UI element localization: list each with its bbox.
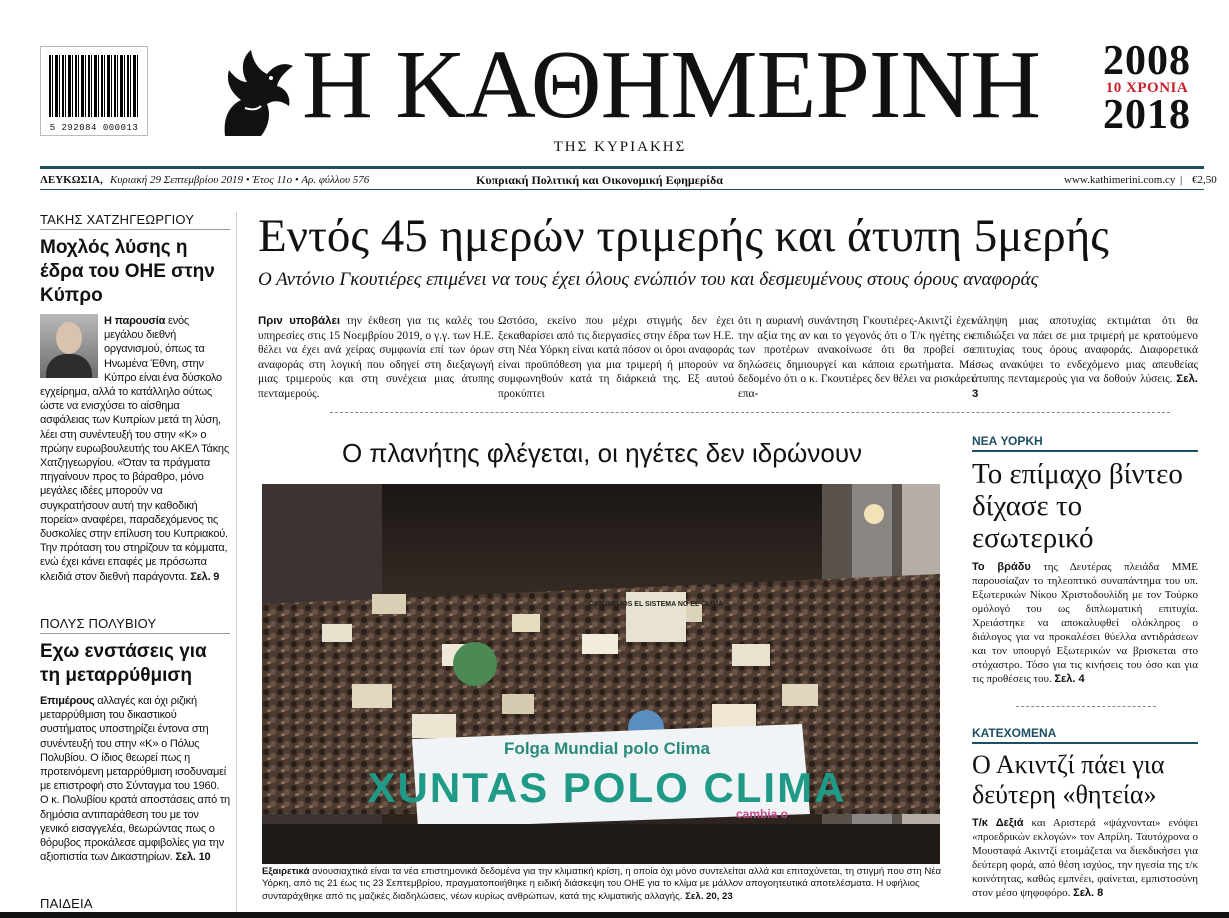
main-column-1-text: την έκθεση για τις καλές του υπηρεσίες στις 15 Νοεμβρίου 2019, ο γ.γ. των Η.Ε. θέλει να έχει ανά χείρας συμφωνία επί των όρων αναφοράς στη λογική που οδηγεί στη διεξαγωγή μιας τριμερούς και στη συνέχεια μιας άτυπης πενταμερούς. — [258, 315, 494, 400]
page-ref[interactable]: Σελ. 9 — [190, 570, 220, 583]
price: €2,50 — [1192, 174, 1217, 186]
story-text: ενός μεγάλου διεθνή οργανισμού, όπως τα Ηνωμένα Έθνη, στην Κύπρο είναι ένα δύσκολο εγχείρημα, αλλά το κατάλληλο ούτως ώστε να ενισχύσει το αίσθημα ασφάλειας των Κυπρίων μετά τη λύση, λέει στη συνέντευξή του στην «Κ» ο πρώην ευρωβουλευτής του ΑΚΕΛ Τάκης Χατζηγεωργίου. «Όταν τα πράγματα πηγαίνουν προς το βάραθρο, μόνο μεγάλες ιδέες μπορούν να συγκρατήσουν αυτή την καθοδική πορεία» αναφέρει, παραδεχόμενος τις δυσκολίες στην επίλυση του Κυπριακού. Την πρόταση του στηρίζουν τα κόμματα, ενώ έχει κάνει επαφές με πρόσωπα κλειδιά στον διεθνή παράγοντα. — [40, 315, 229, 583]
page-ref[interactable]: Σελ. 10 — [175, 851, 211, 864]
story-body — [40, 694, 230, 864]
banner-tag: cambia o — [735, 807, 789, 821]
right-story-2 — [972, 726, 1198, 900]
story-text: και Αριστερά «ψάχνονται» ενόψει «προεδρικών εκλογών» τον Απρίλη. Ταυτόχρονα ο Μουσταφά Ακιντζί ετοιμάζεται να διεκδικήσει για δεύτερη φορά, από θέση ισχύος, την ηγεσία της τ/κ κοινότητας, καθώς εμπνέει, φαίνεται, εμπιστοσύνη στον μέσο ψηφοφόρο. — [972, 817, 1199, 899]
page-bottom-edge — [0, 912, 1229, 918]
left-story-3 — [40, 896, 230, 913]
story-headline[interactable]: Ο Ακιντζί πάει για δεύτερη «θητεία» — [972, 750, 1165, 809]
climate-march-photo[interactable] — [262, 484, 940, 864]
main-subhead: Ο Αντόνιο Γκουτιέρες επιμένει να τους έχει όλους ενώπιόν του και δεσμευμένους στους όρους αναφοράς — [258, 269, 1039, 290]
story-kicker: ΝΕΑ ΥΟΡΚΗ — [972, 434, 1198, 452]
section-divider — [330, 412, 1170, 413]
page-ref[interactable]: Σελ. 8 — [1073, 887, 1104, 899]
anniversary-label: 10 ΧΡΟΝΙΑ — [1105, 80, 1189, 96]
story-headline[interactable]: Μοχλός λύσης η έδρα του ΟΗΕ στην Κύπρο — [40, 237, 215, 306]
page-ref[interactable]: Σελ. 3 — [972, 373, 1198, 400]
placard-text: CAMBIEMOS EL SISTEMA NO EL CLIMA — [588, 601, 724, 608]
barcode — [40, 46, 148, 136]
photo-headline[interactable]: Ο πλανήτης φλέγεται, οι ηγέτες δεν ιδρώνουν — [341, 438, 863, 468]
photo-caption — [262, 866, 942, 903]
story-body — [972, 560, 1198, 686]
anniversary-badge — [1090, 38, 1204, 138]
story-body — [972, 816, 1198, 900]
story-lead: Επιμέρους — [40, 695, 95, 707]
caption-lead: Εξαιρετικά — [262, 866, 310, 877]
banner-line-1: Folga Mundial polo Clima — [504, 739, 710, 758]
story-headline[interactable]: Το επίμαχο βίντεο δίχασε το εσωτερικό — [972, 458, 1183, 554]
story-lead: Το βράδυ — [972, 561, 1031, 573]
author-portrait — [40, 314, 98, 378]
price-separator: | — [1180, 174, 1183, 186]
masthead-subtitle: ΤΗΣ ΚΥΡΙΑΚΗΣ — [553, 139, 687, 155]
anniversary-end: 2018 — [1103, 92, 1191, 138]
main-column-4-text: νάληψη μιας αποτυχίας εκτιμάται ότι θα επιδιώξει να πάει σε μια τριμερή με κρατούμενο επιτυχίας τους όρους αναφοράς. Διαφορετικά ίσως ανακύψει το ενδεχόμενο μιας απευθείας άτυπης πενταμερούς για να δοθούν λύσεις. — [972, 315, 1198, 386]
website-link[interactable]: www.kathimerini.com.cy — [1064, 174, 1176, 186]
left-story-1 — [40, 212, 230, 584]
barcode-number: 5 292084 000013 — [49, 123, 139, 133]
story-author: ΠΟΛΥΣ ΠΟΛΥΒΙΟΥ — [40, 616, 230, 634]
anniversary-start: 2008 — [1103, 38, 1191, 84]
page-ref[interactable]: Σελ. 20, 23 — [685, 890, 733, 902]
left-story-2 — [40, 616, 230, 864]
main-column-1 — [258, 314, 494, 402]
barcode-bars — [49, 55, 139, 117]
placard — [626, 592, 686, 642]
caption-text: ανουσιαχτικά είναι τα νέα επιστημονικά δεδομένα για την κλιματική κρίση, η οποία όχι μόνο συντελείται αλλά και επιταχύνεται, τη στιγμή που στη Νέα Υόρκη, από τις 21 έως τις 23 Σεπτεμβρίου, πραγματοποιήθηκε η ειδική διάσκεψη του ΟΗΕ για το κλίμα με μάλλον απογοητευτικά αποτελέσματα. Η υφήλιος συνταράχθηκε από τις μαζικές διαδηλώσεις, νέων κυρίως ανθρώπων, κατά της κλιματικής αλλαγής. — [262, 866, 942, 902]
main-headline[interactable]: Εντός 45 ημερών τριμερής και άτυπη 5μερής — [258, 210, 1109, 262]
story-text: αλλαγές και όχι ριζική μεταρρύθμιση του δικαστικού συστήματος υποστηρίζει έντονα στη συνέντευξή του στην «Κ» ο Πόλυς Πολυβίου. Ο ίδιος θεωρεί πως η προτεινόμενη μεταρρύθμιση ισοδυναμεί με επιστροφή στο Σύνταγμα του 1960. Ο κ. Πολυβίου κρατά αποστάσεις από τη δημόσια αντιπαράθεση του με τον γενικό εισαγγελέα, θεωρώντας πως ο θόρυβος προκάλεσε αμφιβολίες για την αξιοπιστία των Δικαστηρίων. — [40, 695, 230, 864]
main-column-4 — [972, 314, 1198, 402]
story-kicker: ΚΑΤΕΧΟΜΕΝΑ — [972, 726, 1198, 744]
main-column-3 — [738, 314, 974, 402]
main-lead: Πριν υποβάλει — [258, 315, 341, 327]
main-column-2-text: Ωστόσο, εκείνο που μέχρι στιγμής δεν έχει ξεκαθαρίσει από τις διεργασίες στην έδρα των Η.Ε. στη Νέα Υόρκη είναι κατά πόσον οι όροι αναφοράς είναι προϋπόθεση για μια τριμερή ή μπορούν να συμφωνηθούν κατά τη διάρκειά της. Εξ αυτού προκύπτει — [498, 315, 734, 400]
story-headline[interactable]: Εχω ενστάσεις για τη μεταρρύθμιση — [40, 641, 207, 686]
right-story-1 — [972, 434, 1198, 686]
dateline-tagline: Κυπριακή Πολιτική και Οικονομική Εφημερίδα — [476, 173, 723, 187]
story-text: της Δευτέρας πλειάδα ΜΜΕ παρουσίαζαν το τηλεοπτικό συναπάντημα του υπ. Εξωτερικών Νίκου Χριστοδουλίδη με τον Τούρκο ομόλογό του ως διπλωματική επιτυχία. Χρειάστηκε να αποκαλυφθεί ολόκληρος ο διάλογος για να προκαλέσει θύελλα αντιδράσεων και τον υπουργό Εξωτερικών να βρισκεται στο στόχαστρο. Τόσο για τις κινήσεις του όσο και για τις προθέσεις του. — [972, 561, 1198, 685]
main-column-3-text: ότι η αυριανή συνάντηση Γκουτιέρες-Ακιντζί έχει την αξία της αν και το γεγονός ότι ο Τ/κ ηγέτης εκ των προτέρων ανακοίνωσε ότι θα προβεί σε δηλώσεις δημιουργεί και κάποια ερωτήματα. Με δεδομένο ότι ο κ. Γκουτιέρες δεν θέλει να ρισκάρει επα- — [738, 315, 974, 400]
main-column-2 — [498, 314, 734, 402]
story-lead: Τ/κ Δεξιά — [972, 817, 1024, 829]
story-body — [40, 314, 230, 584]
column-divider — [236, 212, 237, 918]
story-lead: Η παρουσία — [104, 315, 166, 327]
masthead-title[interactable]: Η ΚΑΘΗΜΕΡΙΝΗ — [302, 31, 1041, 139]
dateline-bar — [40, 166, 1217, 190]
griffin-logo-icon — [215, 48, 295, 140]
story-author: ΤΑΚΗΣ ΧΑΤΖΗΓΕΩΡΓΙΟΥ — [40, 212, 230, 230]
dateline-date: Κυριακή 29 Σεπτεμβρίου 2019 • Έτος 11ο • Αρ. φύλλου 576 — [110, 174, 370, 186]
section-divider — [1016, 706, 1156, 707]
photo-illustration — [262, 484, 940, 864]
section-label: ΠΑΙΔΕΙΑ — [40, 896, 93, 911]
dateline-place: ΛΕΥΚΩΣΙΑ, — [40, 174, 103, 186]
page-ref[interactable]: Σελ. 4 — [1054, 673, 1085, 685]
banner-line-2: XUNTAS POLO CLIMA — [367, 764, 847, 811]
